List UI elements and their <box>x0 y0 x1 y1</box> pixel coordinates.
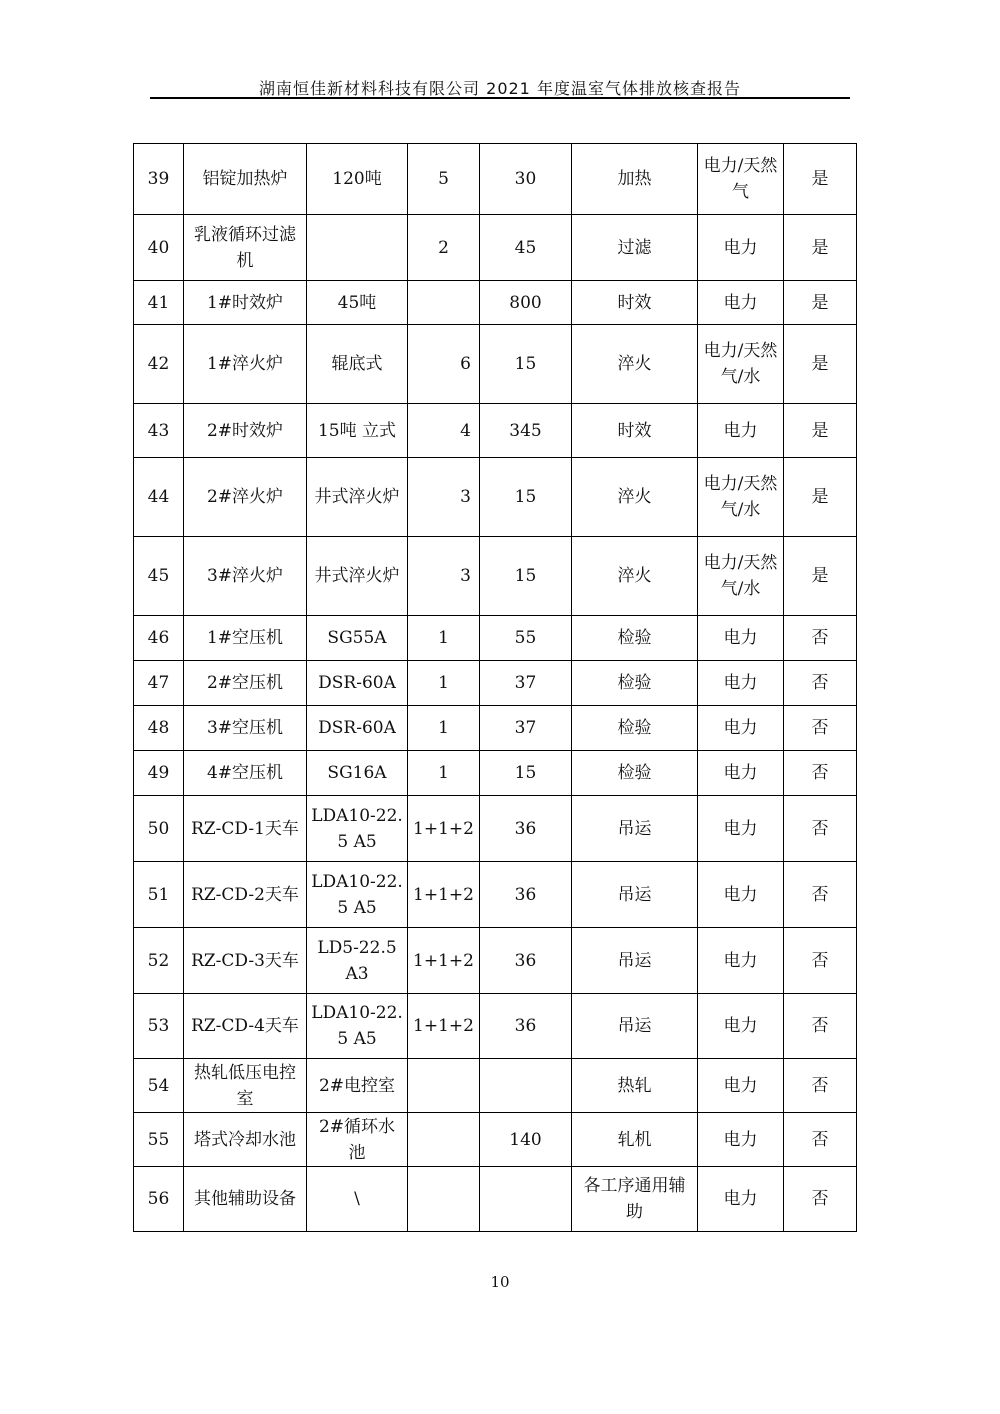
cell-key: 是 <box>784 144 857 215</box>
cell-qty: 6 <box>408 325 480 404</box>
cell-no: 40 <box>134 215 184 281</box>
cell-spec: LD5-22.5 A3 <box>307 928 408 994</box>
cell-no: 49 <box>134 751 184 796</box>
table-row <box>134 215 857 281</box>
cell-name: 其他辅助设备 <box>184 1167 307 1232</box>
cell-spec: 120吨 <box>307 144 408 215</box>
cell-no: 48 <box>134 706 184 751</box>
cell-power: 45 <box>480 215 572 281</box>
cell-process: 检验 <box>572 661 698 706</box>
table-row <box>134 706 857 751</box>
cell-qty: 3 <box>408 537 480 616</box>
cell-name: RZ-CD-2天车 <box>184 862 307 928</box>
page-header: 湖南恒佳新材料科技有限公司 2021 年度温室气体排放核查报告 <box>259 79 741 98</box>
cell-power <box>480 1167 572 1232</box>
cell-spec: LDA10-22.5 A5 <box>307 994 408 1059</box>
cell-name: 乳液循环过滤机 <box>184 215 307 281</box>
cell-name: 3#淬火炉 <box>184 537 307 616</box>
cell-power: 37 <box>480 706 572 751</box>
cell-qty: 1+1+2 <box>408 862 480 928</box>
cell-spec: 井式淬火炉 <box>307 458 408 537</box>
table-row <box>134 1059 857 1113</box>
cell-energy: 电力 <box>698 281 784 325</box>
cell-power <box>480 1059 572 1113</box>
cell-key: 否 <box>784 994 857 1059</box>
cell-key: 是 <box>784 458 857 537</box>
cell-key: 否 <box>784 751 857 796</box>
cell-no: 56 <box>134 1167 184 1232</box>
cell-energy: 电力 <box>698 796 784 862</box>
cell-key: 是 <box>784 215 857 281</box>
cell-key: 否 <box>784 706 857 751</box>
cell-process: 加热 <box>572 144 698 215</box>
table-row <box>134 1113 857 1167</box>
cell-qty: 1 <box>408 706 480 751</box>
cell-name: 3#空压机 <box>184 706 307 751</box>
cell-qty: 1 <box>408 616 480 661</box>
cell-energy: 电力 <box>698 862 784 928</box>
cell-process: 吊运 <box>572 994 698 1059</box>
cell-spec: SG55A <box>307 616 408 661</box>
cell-process: 吊运 <box>572 928 698 994</box>
cell-process: 检验 <box>572 616 698 661</box>
cell-power: 800 <box>480 281 572 325</box>
cell-key: 否 <box>784 928 857 994</box>
cell-energy: 电力 <box>698 928 784 994</box>
cell-no: 45 <box>134 537 184 616</box>
cell-qty: 2 <box>408 215 480 281</box>
table-row <box>134 616 857 661</box>
cell-power: 15 <box>480 537 572 616</box>
cell-key: 否 <box>784 862 857 928</box>
cell-process: 过滤 <box>572 215 698 281</box>
cell-energy: 电力 <box>698 751 784 796</box>
cell-energy: 电力 <box>698 404 784 458</box>
cell-key: 否 <box>784 616 857 661</box>
table-row <box>134 661 857 706</box>
cell-energy: 电力/天然气/水 <box>698 325 784 404</box>
cell-power: 15 <box>480 458 572 537</box>
cell-energy: 电力 <box>698 1113 784 1167</box>
cell-qty <box>408 1059 480 1113</box>
cell-process: 淬火 <box>572 458 698 537</box>
cell-process: 淬火 <box>572 537 698 616</box>
cell-power: 345 <box>480 404 572 458</box>
cell-process: 时效 <box>572 281 698 325</box>
cell-process: 轧机 <box>572 1113 698 1167</box>
cell-spec: 45吨 <box>307 281 408 325</box>
cell-energy: 电力/天然气/水 <box>698 458 784 537</box>
cell-qty: 3 <box>408 458 480 537</box>
cell-no: 52 <box>134 928 184 994</box>
cell-name: RZ-CD-3天车 <box>184 928 307 994</box>
cell-key: 否 <box>784 1059 857 1113</box>
table-row <box>134 1167 857 1232</box>
cell-power: 36 <box>480 796 572 862</box>
cell-spec: LDA10-22.5 A5 <box>307 796 408 862</box>
cell-process: 检验 <box>572 706 698 751</box>
cell-qty <box>408 1167 480 1232</box>
cell-spec: \ <box>307 1167 408 1232</box>
cell-name: 1#时效炉 <box>184 281 307 325</box>
cell-no: 47 <box>134 661 184 706</box>
cell-qty <box>408 1113 480 1167</box>
table-row <box>134 537 857 616</box>
cell-qty: 1+1+2 <box>408 994 480 1059</box>
cell-spec: 井式淬火炉 <box>307 537 408 616</box>
cell-key: 是 <box>784 325 857 404</box>
cell-name: 1#空压机 <box>184 616 307 661</box>
cell-no: 53 <box>134 994 184 1059</box>
cell-key: 是 <box>784 404 857 458</box>
cell-no: 55 <box>134 1113 184 1167</box>
cell-name: 2#淬火炉 <box>184 458 307 537</box>
cell-name: RZ-CD-4天车 <box>184 994 307 1059</box>
cell-power: 36 <box>480 862 572 928</box>
cell-process: 热轧 <box>572 1059 698 1113</box>
cell-process: 各工序通用辅助 <box>572 1167 698 1232</box>
cell-process: 淬火 <box>572 325 698 404</box>
cell-name: RZ-CD-1天车 <box>184 796 307 862</box>
equipment-table <box>133 143 857 1232</box>
table-row <box>134 751 857 796</box>
cell-name: 铝锭加热炉 <box>184 144 307 215</box>
cell-name: 1#淬火炉 <box>184 325 307 404</box>
cell-process: 吊运 <box>572 862 698 928</box>
cell-energy: 电力/天然气 <box>698 144 784 215</box>
cell-key: 否 <box>784 1167 857 1232</box>
cell-energy: 电力/天然气/水 <box>698 537 784 616</box>
cell-no: 42 <box>134 325 184 404</box>
cell-power: 36 <box>480 994 572 1059</box>
cell-name: 4#空压机 <box>184 751 307 796</box>
cell-spec: 15吨 立式 <box>307 404 408 458</box>
cell-spec <box>307 215 408 281</box>
cell-power: 37 <box>480 661 572 706</box>
cell-no: 54 <box>134 1059 184 1113</box>
cell-key: 是 <box>784 281 857 325</box>
cell-energy: 电力 <box>698 616 784 661</box>
cell-energy: 电力 <box>698 994 784 1059</box>
cell-qty: 1+1+2 <box>408 796 480 862</box>
cell-energy: 电力 <box>698 215 784 281</box>
table-row <box>134 862 857 928</box>
cell-qty: 1+1+2 <box>408 928 480 994</box>
cell-name: 2#时效炉 <box>184 404 307 458</box>
table-row <box>134 458 857 537</box>
cell-process: 时效 <box>572 404 698 458</box>
table-row <box>134 928 857 994</box>
cell-name: 2#空压机 <box>184 661 307 706</box>
cell-spec: 2#循环水池 <box>307 1113 408 1167</box>
cell-spec: 2#电控室 <box>307 1059 408 1113</box>
cell-qty <box>408 281 480 325</box>
cell-spec: SG16A <box>307 751 408 796</box>
cell-energy: 电力 <box>698 1059 784 1113</box>
cell-power: 15 <box>480 751 572 796</box>
table-row <box>134 325 857 404</box>
cell-no: 39 <box>134 144 184 215</box>
cell-no: 44 <box>134 458 184 537</box>
cell-energy: 电力 <box>698 1167 784 1232</box>
table-row <box>134 994 857 1059</box>
cell-qty: 4 <box>408 404 480 458</box>
cell-power: 55 <box>480 616 572 661</box>
table-row <box>134 281 857 325</box>
cell-power: 15 <box>480 325 572 404</box>
cell-key: 否 <box>784 796 857 862</box>
cell-qty: 1 <box>408 751 480 796</box>
cell-no: 43 <box>134 404 184 458</box>
table-row <box>134 796 857 862</box>
page-number: 10 <box>490 1273 510 1291</box>
cell-power: 140 <box>480 1113 572 1167</box>
cell-power: 36 <box>480 928 572 994</box>
cell-no: 50 <box>134 796 184 862</box>
cell-no: 51 <box>134 862 184 928</box>
cell-spec: 辊底式 <box>307 325 408 404</box>
cell-key: 否 <box>784 661 857 706</box>
cell-qty: 5 <box>408 144 480 215</box>
cell-process: 吊运 <box>572 796 698 862</box>
cell-spec: LDA10-22.5 A5 <box>307 862 408 928</box>
cell-spec: DSR-60A <box>307 706 408 751</box>
cell-process: 检验 <box>572 751 698 796</box>
cell-key: 否 <box>784 1113 857 1167</box>
cell-power: 30 <box>480 144 572 215</box>
cell-spec: DSR-60A <box>307 661 408 706</box>
table-row <box>134 144 857 215</box>
header-rule <box>150 97 850 99</box>
cell-energy: 电力 <box>698 706 784 751</box>
cell-no: 41 <box>134 281 184 325</box>
cell-name: 塔式冷却水池 <box>184 1113 307 1167</box>
cell-energy: 电力 <box>698 661 784 706</box>
cell-name: 热轧低压电控室 <box>184 1059 307 1113</box>
cell-no: 46 <box>134 616 184 661</box>
table-row <box>134 404 857 458</box>
cell-qty: 1 <box>408 661 480 706</box>
cell-key: 是 <box>784 537 857 616</box>
